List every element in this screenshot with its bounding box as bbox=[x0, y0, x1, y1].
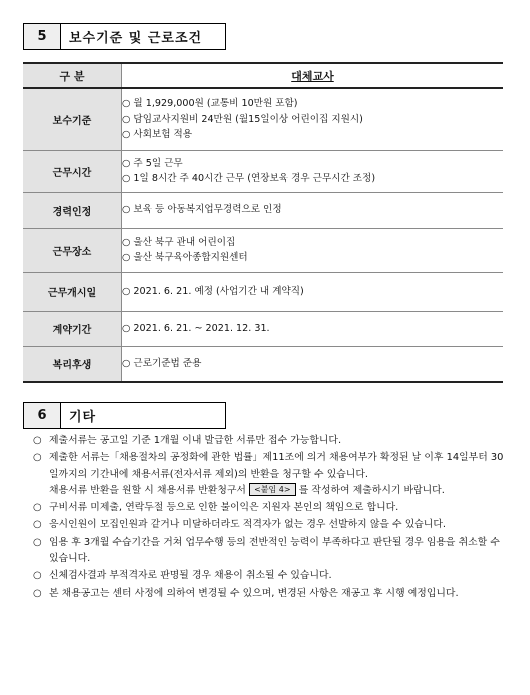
row-value bbox=[122, 346, 504, 382]
row-value bbox=[122, 88, 504, 150]
bullet-mark: ○ bbox=[33, 587, 42, 599]
row-label: 복리후생 bbox=[23, 346, 122, 382]
row-line: ○ 울산 북구 관내 어린이집 bbox=[122, 236, 236, 248]
list-item bbox=[33, 500, 511, 516]
table-row bbox=[23, 311, 503, 346]
row-line: ○ 울산 북구육아종합지원센터 bbox=[122, 252, 248, 263]
bullet-mark: ○ bbox=[33, 519, 42, 531]
row-line: ○ 2021. 6. 21. ~ 2021. 12. 31. bbox=[122, 322, 270, 334]
note-text: 구비서류 미제출, 연락두절 등으로 인한 불이익은 지원자 본인의 책임으로 합니다. bbox=[49, 502, 399, 514]
table-row bbox=[23, 272, 503, 311]
attachment-tag: <붙임 4> bbox=[249, 483, 296, 496]
section-5-header bbox=[23, 23, 226, 50]
return-request-line bbox=[49, 483, 511, 499]
row-value bbox=[122, 228, 504, 272]
table-row bbox=[23, 150, 503, 192]
row-line: ○ 보육 등 아동복지업무경력으로 인정 bbox=[122, 204, 282, 216]
note-text: 신체검사결과 부적격자로 판명될 경우 채용이 취소될 수 있습니다. bbox=[49, 570, 332, 582]
table-row bbox=[23, 192, 503, 228]
note-text: 본 채용공고는 센터 사정에 의하여 변경될 수 있으며, 변경된 사항은 재공고 후 시행 예정입니다. bbox=[49, 587, 459, 599]
conditions-table bbox=[23, 62, 503, 383]
row-value bbox=[122, 192, 504, 228]
section-6-header bbox=[23, 402, 226, 429]
row-label: 근무시간 bbox=[23, 150, 122, 192]
note-text: 응시인원이 모집인원과 같거나 미달하더라도 적격자가 없는 경우 선발하지 않을 수 있습니다. bbox=[49, 519, 447, 531]
return-line-pre: 채용서류 반환을 원할 시 채용서류 반환청구서 bbox=[49, 484, 246, 496]
row-line: ○ 담임교사지원비 24만원 (월15일이상 어린이집 지원시) bbox=[122, 113, 363, 125]
header-label: 구 분 bbox=[23, 63, 122, 88]
note-text: 임용 후 3개월 수습기간을 거쳐 업무수행 등의 전반적인 능력이 부족하다고 판단될 경우 임용을 취소할 수 있습니다. bbox=[49, 536, 500, 565]
row-label: 근무장소 bbox=[23, 228, 122, 272]
note-text: 제출한 서류는「채용절차의 공정화에 관한 법률」제11조에 의거 채용여부가 확정된 날 이후 14일부터 30일까지의 기간내에 채용서류(전자서류 제외)의 반환을 청구할 수 있습니다. bbox=[49, 452, 504, 480]
list-item bbox=[33, 450, 511, 499]
row-label: 경력인정 bbox=[23, 192, 122, 228]
bullet-mark: ○ bbox=[33, 570, 42, 582]
section-6-number: 6 bbox=[23, 402, 61, 429]
section-5-title: 보수기준 및 근로조건 bbox=[61, 23, 226, 50]
table-header-row bbox=[23, 63, 503, 88]
row-line: ○ 1일 8시간 주 40시간 근무 (연장보육 경우 근무시간 조정) bbox=[122, 173, 376, 184]
bullet-mark: ○ bbox=[33, 502, 42, 514]
row-label: 근무개시일 bbox=[23, 272, 122, 311]
table-row bbox=[23, 346, 503, 382]
row-value bbox=[122, 150, 504, 192]
bullet-mark: ○ bbox=[33, 536, 42, 548]
bullet-mark: ○ bbox=[33, 452, 42, 464]
bullet-mark: ○ bbox=[33, 435, 42, 446]
note-text: 제출서류는 공고일 기준 1개월 이내 발급한 서류만 접수 가능합니다. bbox=[49, 435, 342, 446]
header-value: 대체교사 bbox=[122, 63, 504, 88]
row-line: ○ 근로기준법 준용 bbox=[122, 358, 202, 369]
section-5-number: 5 bbox=[23, 23, 61, 50]
notes-list bbox=[33, 433, 511, 603]
row-value bbox=[122, 311, 504, 346]
table-row bbox=[23, 88, 503, 150]
row-line: ○ 사회보험 적용 bbox=[122, 129, 193, 140]
row-line: ○ 2021. 6. 21. 예정 (사업기간 내 계약직) bbox=[122, 285, 304, 297]
list-item bbox=[33, 517, 511, 533]
list-item bbox=[33, 433, 511, 449]
section-6-title: 기타 bbox=[61, 402, 226, 429]
table-row bbox=[23, 228, 503, 272]
list-item bbox=[33, 568, 511, 584]
row-line: ○ 주 5일 근무 bbox=[122, 157, 183, 169]
return-line-post: 를 작성하여 제출하시기 바랍니다. bbox=[298, 484, 445, 496]
list-item bbox=[33, 535, 511, 568]
list-item bbox=[33, 586, 511, 602]
row-value bbox=[122, 272, 504, 311]
row-line: ○ 월 1,929,000원 (교통비 10만원 포함) bbox=[122, 98, 298, 109]
row-label: 보수기준 bbox=[23, 88, 122, 150]
row-label: 계약기간 bbox=[23, 311, 122, 346]
